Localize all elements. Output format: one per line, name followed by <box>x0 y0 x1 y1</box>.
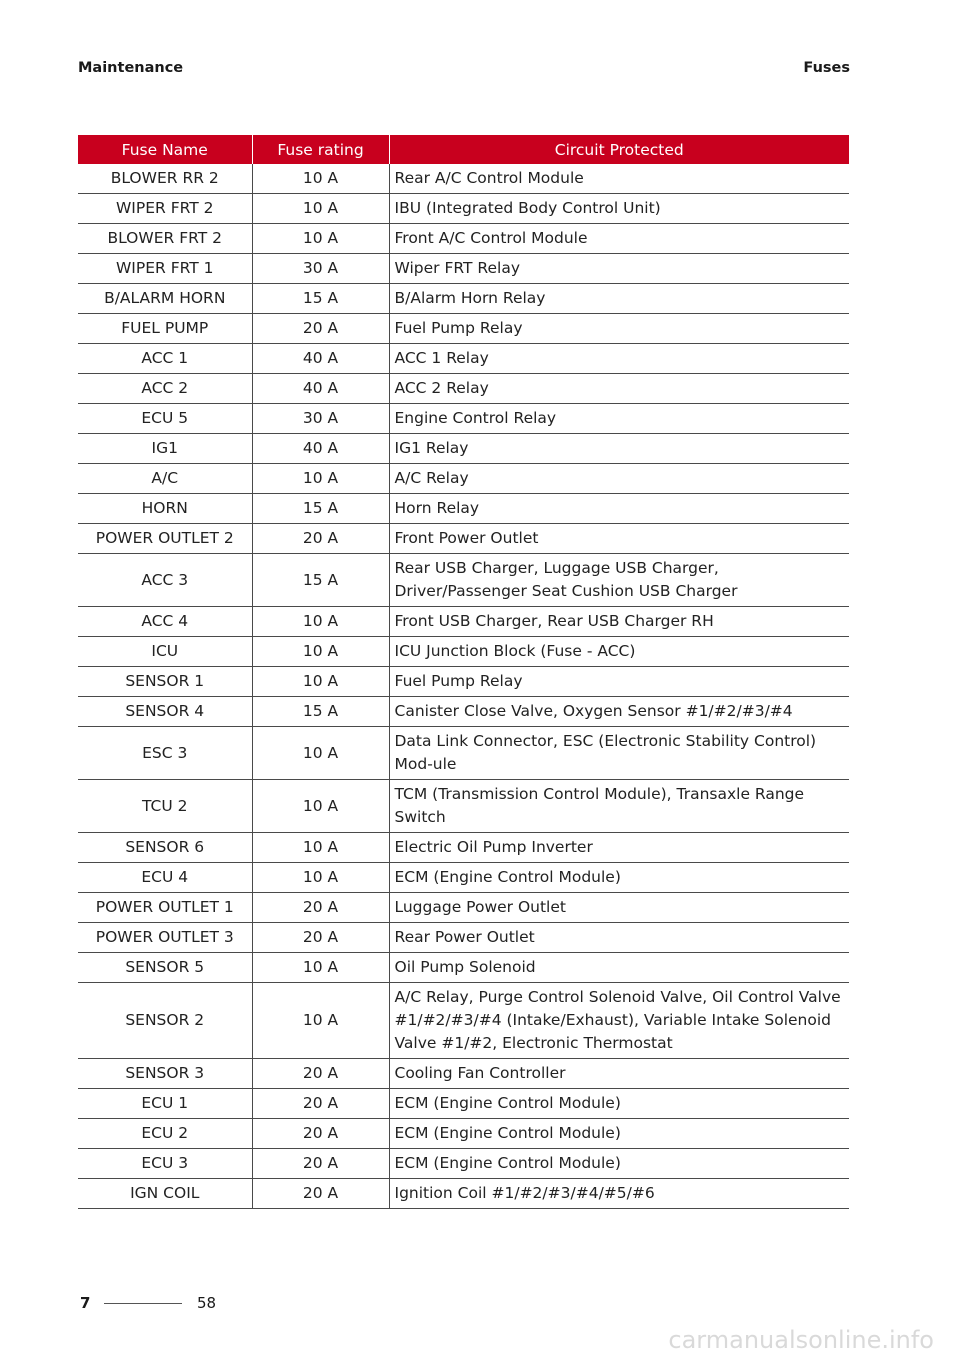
fuse-table <box>78 135 849 1209</box>
fuse-name-cell: SENSOR 4 <box>78 697 252 727</box>
topic-title: Fuses <box>803 60 850 76</box>
fuse-rating-cell: 40 A <box>252 344 389 374</box>
fuse-name-cell: SENSOR 1 <box>78 667 252 697</box>
circuit-protected-cell: ECM (Engine Control Module) <box>389 1119 849 1149</box>
circuit-protected-cell: Fuel Pump Relay <box>389 314 849 344</box>
circuit-protected-cell: ECM (Engine Control Module) <box>389 1149 849 1179</box>
fuse-name-cell: ECU 4 <box>78 863 252 893</box>
fuse-rating-cell: 40 A <box>252 374 389 404</box>
circuit-protected-cell: Canister Close Valve, Oxygen Sensor #1/#2/#3/#4 <box>389 697 849 727</box>
fuse-rating-cell: 20 A <box>252 314 389 344</box>
circuit-protected-cell: TCM (Transmission Control Module), Transaxle Range Switch <box>389 780 849 833</box>
table-row <box>78 224 849 254</box>
circuit-protected-cell: ECM (Engine Control Module) <box>389 1089 849 1119</box>
fuse-rating-cell: 10 A <box>252 833 389 863</box>
table-row <box>78 697 849 727</box>
fuse-name-cell: BLOWER FRT 2 <box>78 224 252 254</box>
watermark: carmanualsonline.info <box>668 1326 934 1354</box>
column-header-fuse-rating: Fuse rating <box>252 135 389 164</box>
circuit-protected-cell: Front Power Outlet <box>389 524 849 554</box>
column-header-fuse-name: Fuse Name <box>78 135 252 164</box>
fuse-rating-cell: 20 A <box>252 923 389 953</box>
circuit-protected-cell: Electric Oil Pump Inverter <box>389 833 849 863</box>
circuit-protected-cell: ACC 1 Relay <box>389 344 849 374</box>
circuit-protected-cell: Engine Control Relay <box>389 404 849 434</box>
table-row <box>78 863 849 893</box>
circuit-protected-cell: IG1 Relay <box>389 434 849 464</box>
fuse-name-cell: FUEL PUMP <box>78 314 252 344</box>
fuse-rating-cell: 10 A <box>252 224 389 254</box>
table-row <box>78 194 849 224</box>
circuit-protected-cell: B/Alarm Horn Relay <box>389 284 849 314</box>
circuit-protected-cell: A/C Relay, Purge Control Solenoid Valve, Oil Control Valve #1/#2/#3/#4 (Intake/Exhaust), Variable Intake Solenoid Valve #1/#2, Electronic Thermostat <box>389 983 849 1059</box>
fuse-rating-cell: 10 A <box>252 464 389 494</box>
fuse-name-cell: ECU 5 <box>78 404 252 434</box>
fuse-name-cell: A/C <box>78 464 252 494</box>
table-row <box>78 554 849 607</box>
fuse-name-cell: ESC 3 <box>78 727 252 780</box>
fuse-rating-cell: 30 A <box>252 404 389 434</box>
table-row <box>78 1119 849 1149</box>
table-header-row <box>78 135 849 164</box>
fuse-rating-cell: 10 A <box>252 194 389 224</box>
fuse-name-cell: SENSOR 5 <box>78 953 252 983</box>
fuse-rating-cell: 20 A <box>252 893 389 923</box>
circuit-protected-cell: Luggage Power Outlet <box>389 893 849 923</box>
circuit-protected-cell: Rear USB Charger, Luggage USB Charger, Driver/Passenger Seat Cushion USB Charger <box>389 554 849 607</box>
fuse-rating-cell: 10 A <box>252 780 389 833</box>
table-row <box>78 1179 849 1209</box>
footer-divider <box>104 1303 182 1304</box>
circuit-protected-cell: Ignition Coil #1/#2/#3/#4/#5/#6 <box>389 1179 849 1209</box>
circuit-protected-cell: IBU (Integrated Body Control Unit) <box>389 194 849 224</box>
fuse-rating-cell: 15 A <box>252 697 389 727</box>
fuse-name-cell: HORN <box>78 494 252 524</box>
fuse-rating-cell: 10 A <box>252 607 389 637</box>
table-row <box>78 464 849 494</box>
fuse-name-cell: TCU 2 <box>78 780 252 833</box>
circuit-protected-cell: Front USB Charger, Rear USB Charger RH <box>389 607 849 637</box>
fuse-rating-cell: 30 A <box>252 254 389 284</box>
fuse-name-cell: WIPER FRT 2 <box>78 194 252 224</box>
fuse-name-cell: IGN COIL <box>78 1179 252 1209</box>
table-row <box>78 314 849 344</box>
fuse-name-cell: POWER OUTLET 2 <box>78 524 252 554</box>
circuit-protected-cell: Cooling Fan Controller <box>389 1059 849 1089</box>
chapter-number: 7 <box>80 1294 91 1312</box>
circuit-protected-cell: ICU Junction Block (Fuse - ACC) <box>389 637 849 667</box>
fuse-rating-cell: 10 A <box>252 637 389 667</box>
section-title: Maintenance <box>78 60 184 76</box>
fuse-name-cell: SENSOR 6 <box>78 833 252 863</box>
table-row <box>78 1089 849 1119</box>
fuse-rating-cell: 20 A <box>252 1089 389 1119</box>
fuse-name-cell: ACC 1 <box>78 344 252 374</box>
circuit-protected-cell: Rear Power Outlet <box>389 923 849 953</box>
table-row <box>78 780 849 833</box>
fuse-name-cell: BLOWER RR 2 <box>78 164 252 194</box>
fuse-rating-cell: 20 A <box>252 1059 389 1089</box>
table-row <box>78 637 849 667</box>
column-header-circuit-protected: Circuit Protected <box>389 135 849 164</box>
circuit-protected-cell: ECM (Engine Control Module) <box>389 863 849 893</box>
fuse-rating-cell: 15 A <box>252 554 389 607</box>
table-row <box>78 344 849 374</box>
table-row <box>78 434 849 464</box>
fuse-rating-cell: 10 A <box>252 164 389 194</box>
fuse-rating-cell: 10 A <box>252 727 389 780</box>
fuse-name-cell: ACC 2 <box>78 374 252 404</box>
fuse-name-cell: ACC 3 <box>78 554 252 607</box>
fuse-table-body <box>78 164 849 1209</box>
circuit-protected-cell: ACC 2 Relay <box>389 374 849 404</box>
fuse-rating-cell: 20 A <box>252 1179 389 1209</box>
fuse-name-cell: ECU 3 <box>78 1149 252 1179</box>
fuse-rating-cell: 10 A <box>252 863 389 893</box>
circuit-protected-cell: A/C Relay <box>389 464 849 494</box>
fuse-rating-cell: 20 A <box>252 524 389 554</box>
table-row <box>78 983 849 1059</box>
fuse-rating-cell: 10 A <box>252 983 389 1059</box>
table-row <box>78 1059 849 1089</box>
table-row <box>78 524 849 554</box>
circuit-protected-cell: Data Link Connector, ESC (Electronic Stability Control) Mod-ule <box>389 727 849 780</box>
table-row <box>78 164 849 194</box>
fuse-name-cell: B/ALARM HORN <box>78 284 252 314</box>
page-number: 58 <box>197 1294 217 1312</box>
table-row <box>78 667 849 697</box>
fuse-name-cell: ICU <box>78 637 252 667</box>
table-row <box>78 893 849 923</box>
table-row <box>78 404 849 434</box>
circuit-protected-cell: Wiper FRT Relay <box>389 254 849 284</box>
table-row <box>78 923 849 953</box>
fuse-name-cell: ECU 1 <box>78 1089 252 1119</box>
circuit-protected-cell: Front A/C Control Module <box>389 224 849 254</box>
fuse-name-cell: POWER OUTLET 1 <box>78 893 252 923</box>
table-row <box>78 374 849 404</box>
fuse-name-cell: IG1 <box>78 434 252 464</box>
fuse-rating-cell: 15 A <box>252 494 389 524</box>
table-row <box>78 953 849 983</box>
fuse-rating-cell: 40 A <box>252 434 389 464</box>
fuse-name-cell: ECU 2 <box>78 1119 252 1149</box>
table-row <box>78 494 849 524</box>
table-row <box>78 833 849 863</box>
fuse-name-cell: SENSOR 3 <box>78 1059 252 1089</box>
fuse-rating-cell: 10 A <box>252 953 389 983</box>
table-row <box>78 727 849 780</box>
fuse-name-cell: POWER OUTLET 3 <box>78 923 252 953</box>
table-row <box>78 284 849 314</box>
fuse-rating-cell: 10 A <box>252 667 389 697</box>
fuse-name-cell: ACC 4 <box>78 607 252 637</box>
fuse-rating-cell: 20 A <box>252 1119 389 1149</box>
table-row <box>78 254 849 284</box>
fuse-rating-cell: 20 A <box>252 1149 389 1179</box>
fuse-rating-cell: 15 A <box>252 284 389 314</box>
fuse-name-cell: WIPER FRT 1 <box>78 254 252 284</box>
circuit-protected-cell: Horn Relay <box>389 494 849 524</box>
table-row <box>78 1149 849 1179</box>
circuit-protected-cell: Fuel Pump Relay <box>389 667 849 697</box>
circuit-protected-cell: Rear A/C Control Module <box>389 164 849 194</box>
circuit-protected-cell: Oil Pump Solenoid <box>389 953 849 983</box>
table-row <box>78 607 849 637</box>
fuse-name-cell: SENSOR 2 <box>78 983 252 1059</box>
